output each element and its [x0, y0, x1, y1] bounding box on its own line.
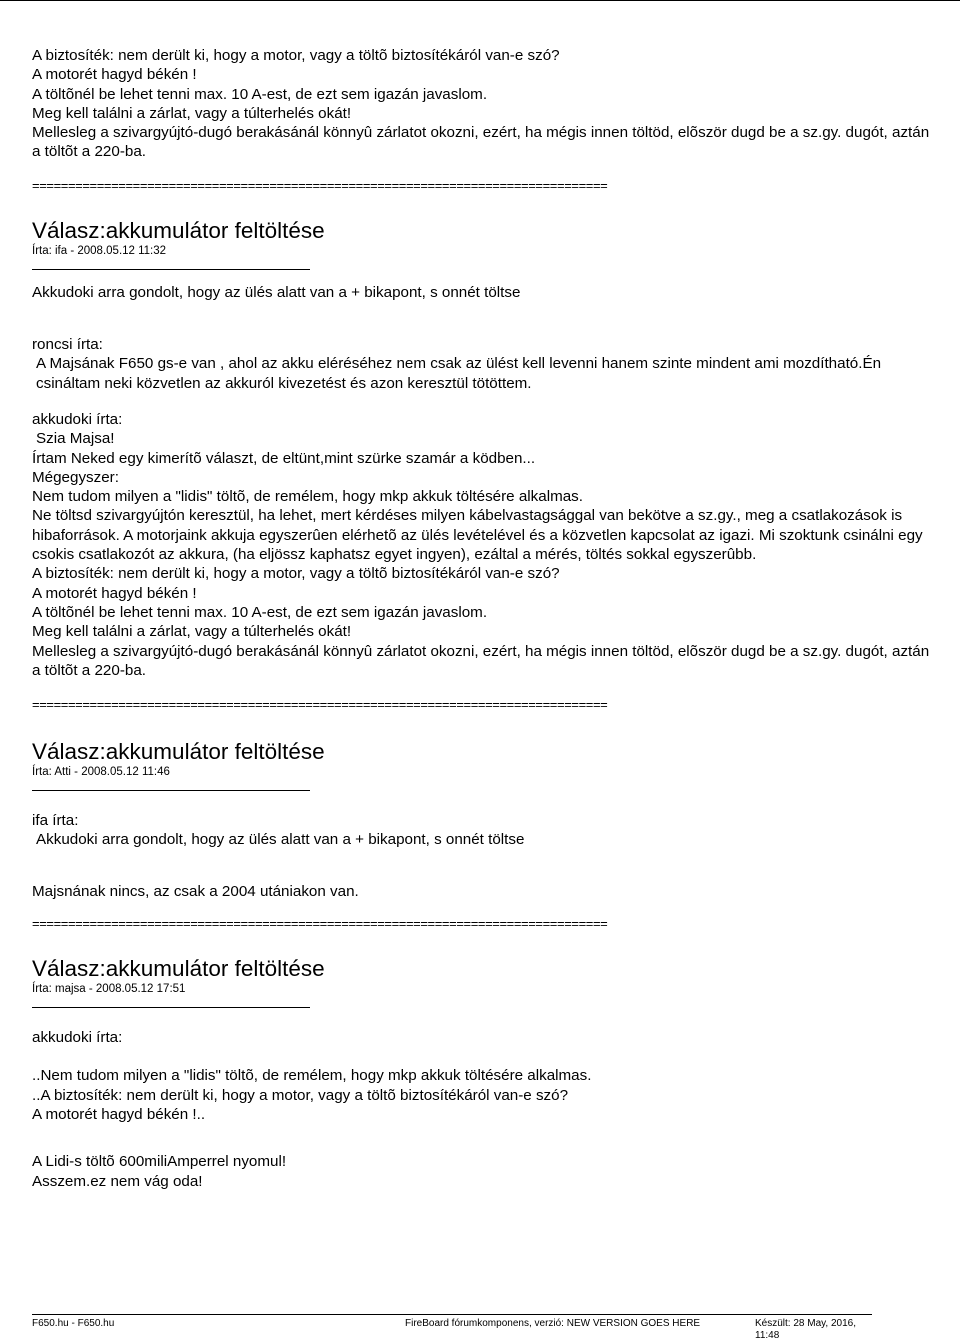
post-title: Válasz:akkumulátor feltöltése [32, 217, 325, 243]
post-divider [32, 790, 310, 791]
quote-block [32, 429, 937, 680]
page-top-rule [0, 0, 960, 1]
post-title: Válasz:akkumulátor feltöltése [32, 739, 325, 765]
quote-block [32, 1066, 937, 1124]
quote-line: Mégegyszer: [32, 468, 119, 486]
footer-site: F650.hu - F650.hu [32, 1318, 115, 1329]
quote-line: Mellesleg a szivargyújtó-dugó berakásánál könnyû zárlatot okozni, ezért, ha mégis innen töltöd, elõször dugd be a sz.gy. dugót, aztán a töltõt a 220-ba. [32, 642, 930, 679]
document-body [32, 46, 937, 1191]
post-meta: Írta: majsa - 2008.05.12 17:51 [32, 983, 186, 996]
intro-line: Meg kell találni a zárlat, vagy a túlterhelés okát! [32, 104, 352, 122]
intro-line: A biztosíték: nem derült ki, hogy a motor, vagy a töltõ biztosítékáról van-e szó? [32, 47, 560, 64]
quote-line: A biztosíték: nem derült ki, hogy a motor, vagy a töltõ biztosítékáról van-e szó? [32, 565, 560, 583]
quote-line: A motorét hagyd békén ! [32, 584, 197, 602]
post [32, 739, 937, 901]
post-divider [32, 269, 310, 270]
quote-text: A Majsának F650 gs-e van , ahol az akku eléréséhez nem csak az ülést kell levenni hanem szinte mindent ami mozdítható.Én csináltam neki közvetlen az akkuról kivezetést és azon keresztül tötöttem. [36, 355, 882, 392]
post-paragraph: Majsnának nincs, az csak a 2004 utániakon van. [32, 882, 359, 900]
quote-line: Meg kell találni a zárlat, vagy a túlterhelés okát! [32, 623, 352, 641]
quote-line: ..Nem tudom milyen a "lidis" töltõ, de remélem, hogy mkp akkuk töltésére alkalmas. [32, 1067, 592, 1085]
quote-line: Szia Majsa! [36, 430, 115, 448]
paragraph-line: Asszem.ez nem vág oda! [32, 1172, 203, 1190]
post-paragraph [32, 1152, 937, 1191]
quote-line: A töltõnél be lehet tenni max. 10 A-est, de ezt sem igazán javaslom. [32, 603, 488, 621]
separator: ================================================================================ [32, 697, 608, 713]
intro-text [32, 46, 937, 162]
intro-line: A motorét hagyd békén ! [32, 66, 197, 84]
post-meta: Írta: Atti - 2008.05.12 11:46 [32, 766, 170, 779]
footer-rule [32, 1314, 872, 1315]
post [32, 218, 937, 680]
intro-line: Mellesleg a szivargyújtó-dugó berakásánál könnyû zárlatot okozni, ezért, ha mégis innen töltöd, elõször dugd be a sz.gy. dugót, aztán a töltõt a 220-ba. [32, 124, 930, 161]
post-title: Válasz:akkumulátor feltöltése [32, 956, 325, 982]
page-footer [32, 1318, 874, 1342]
quote-line: ..A biztosíték: nem derült ki, hogy a motor, vagy a töltõ biztosítékáról van-e szó? [32, 1086, 569, 1104]
intro-line: A töltõnél be lehet tenni max. 10 A-est, de ezt sem igazán javaslom. [32, 85, 488, 103]
quote-line: A motorét hagyd békén !.. [32, 1105, 206, 1123]
separator: ================================================================================ [32, 916, 608, 932]
paragraph-line: A Lidi-s töltõ 600miliAmperrel nyomul! [32, 1153, 287, 1171]
post-divider [32, 1007, 310, 1008]
quote-author: akkudoki írta: [32, 410, 123, 428]
quote-line: Ne töltsd szivargyújtón keresztül, ha lehet, mert kérdéses milyen kábelvastagsággal van bekötve a sz.gy., meg a csatlakozások is hibaforrások. A motorjaink akkuja egyszerûen elérhetõ az ülés levételével és a közvetlen kapcsolat az igazi. Mi szoktunk csinálni egy csokis csatlakozót az akkura, (ha eljössz kaphatsz egyet ingyen), ezáltal a mérés, töltés sokkal egyszerûbb. [32, 507, 923, 564]
post-meta: Írta: ifa - 2008.05.12 11:32 [32, 244, 167, 257]
quote-author: akkudoki írta: [32, 1029, 123, 1047]
footer-generated: Készült: 28 May, 2016, 11:48 [755, 1318, 856, 1341]
footer-component: FireBoard fórumkomponens, verzió: NEW VERSION GOES HERE [405, 1318, 701, 1329]
quote-author: roncsi írta: [32, 336, 103, 354]
quote-author: ifa írta: [32, 812, 79, 830]
quote-text: Akkudoki arra gondolt, hogy az ülés alatt van a + bikapont, s onnét töltse [36, 831, 525, 849]
quote-line: Nem tudom milyen a "lidis" töltõ, de remélem, hogy mkp akkuk töltésére alkalmas. [32, 488, 583, 506]
post [32, 956, 937, 1191]
post-paragraph: Akkudoki arra gondolt, hogy az ülés alatt van a + bikapont, s onnét töltse [32, 283, 521, 301]
quote-line: Írtam Neked egy kimerítõ választ, de eltünt,mint szürke szamár a ködben... [32, 449, 536, 467]
separator: ================================================================================ [32, 177, 608, 193]
